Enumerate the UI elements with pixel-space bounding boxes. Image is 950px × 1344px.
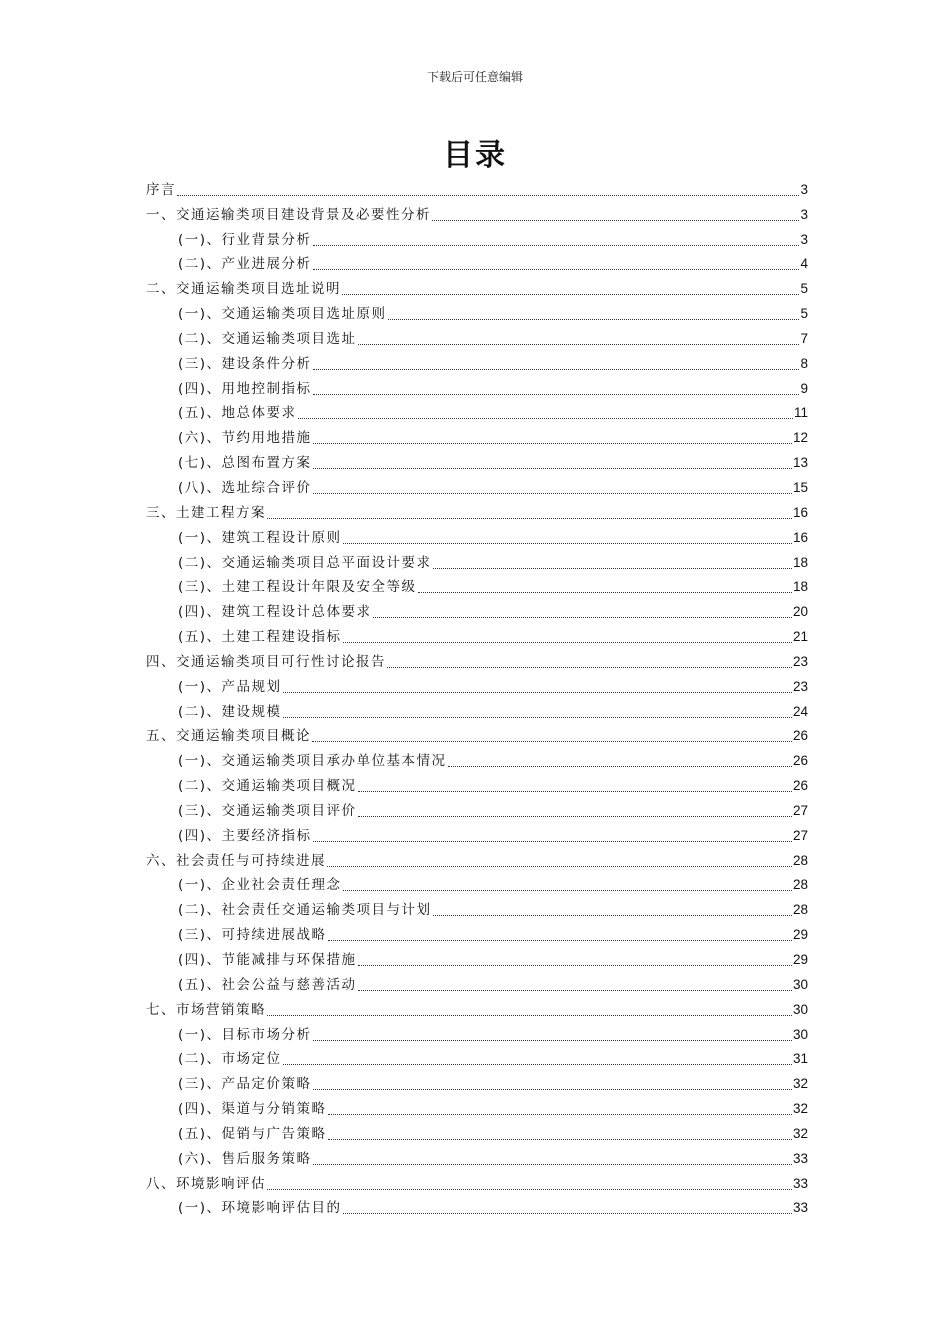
- toc-entry-label: (二)、市场定位: [178, 1051, 282, 1068]
- toc-entry[interactable]: [146, 249, 808, 274]
- toc-entry-label: (六)、节约用地措施: [178, 430, 312, 447]
- toc-entry-page-number: 18: [792, 554, 808, 570]
- toc-dot-leader: [267, 1014, 792, 1016]
- toc-entry-label: (七)、总图布置方案: [178, 455, 312, 472]
- toc-entry-page-number: 16: [792, 529, 808, 545]
- toc-entry-label: (六)、售后服务策略: [178, 1150, 312, 1167]
- toc-entry-label: (三)、产品定价策略: [178, 1076, 312, 1093]
- toc-entry-label: (四)、建筑工程设计总体要求: [178, 604, 372, 621]
- toc-entry[interactable]: [146, 745, 808, 770]
- toc-entry-label: 七、市场营销策略: [146, 1001, 266, 1018]
- toc-entry-page-number: 33: [792, 1175, 808, 1191]
- toc-entry[interactable]: [146, 820, 808, 845]
- toc-dot-leader: [358, 815, 792, 817]
- toc-entry[interactable]: [146, 894, 808, 919]
- toc-entry-page-number: 27: [792, 827, 808, 843]
- toc-dot-leader: [328, 939, 792, 941]
- toc-entry[interactable]: [146, 273, 808, 298]
- toc-dot-leader: [267, 1188, 792, 1190]
- toc-entry-page-number: 30: [792, 1001, 808, 1017]
- toc-entry-label: (二)、交通运输类项目概况: [178, 778, 357, 795]
- toc-dot-leader: [343, 641, 792, 643]
- toc-entry-label: (四)、用地控制指标: [178, 380, 312, 397]
- toc-entry-page-number: 28: [792, 877, 808, 893]
- toc-entry-label: (四)、主要经济指标: [178, 827, 312, 844]
- toc-entry-label: 六、社会责任与可持续进展: [146, 852, 326, 869]
- toc-entry-page-number: 8: [800, 355, 808, 371]
- toc-dot-leader: [313, 840, 792, 842]
- toc-dot-leader: [313, 442, 792, 444]
- toc-entry[interactable]: [146, 373, 808, 398]
- toc-entry-label: 五、交通运输类项目概论: [146, 728, 311, 745]
- toc-entry[interactable]: [146, 944, 808, 969]
- toc-entry[interactable]: [146, 596, 808, 621]
- toc-entry-label: (三)、土建工程设计年限及安全等级: [178, 579, 417, 596]
- toc-entry-page-number: 27: [792, 802, 808, 818]
- toc-dot-leader: [328, 1113, 792, 1115]
- toc-entry-label: (五)、土建工程建设指标: [178, 629, 342, 646]
- toc-dot-leader: [267, 517, 792, 519]
- toc-dot-leader: [358, 964, 792, 966]
- toc-entry-page-number: 23: [792, 678, 808, 694]
- toc-entry[interactable]: [146, 696, 808, 721]
- toc-entry-page-number: 33: [792, 1200, 808, 1216]
- toc-dot-leader: [327, 865, 792, 867]
- toc-entry-label: 四、交通运输类项目可行性讨论报告: [146, 653, 386, 670]
- toc-entry-label: (一)、环境影响评估目的: [178, 1200, 342, 1217]
- toc-entry-label: (二)、交通运输类项目总平面设计要求: [178, 554, 432, 571]
- toc-entry[interactable]: [146, 994, 808, 1019]
- toc-entry-page-number: 4: [800, 256, 808, 272]
- toc-entry-page-number: 28: [792, 852, 808, 868]
- toc-entry[interactable]: [146, 1118, 808, 1143]
- toc-entry-label: (五)、促销与广告策略: [178, 1125, 327, 1142]
- toc-entry[interactable]: [146, 447, 808, 472]
- toc-entry-page-number: 26: [792, 753, 808, 769]
- toc-entry-label: (一)、交通运输类项目选址原则: [178, 306, 387, 323]
- toc-entry-label: (五)、社会公益与慈善活动: [178, 976, 357, 993]
- toc-entry-label: (二)、交通运输类项目选址: [178, 330, 357, 347]
- toc-entry-page-number: 20: [792, 604, 808, 620]
- toc-entry-label: (五)、地总体要求: [178, 405, 297, 422]
- toc-dot-leader: [313, 1163, 792, 1165]
- toc-entry-page-number: 30: [792, 976, 808, 992]
- toc-entry[interactable]: [146, 522, 808, 547]
- toc-entry-label: (三)、可持续进展战略: [178, 927, 327, 944]
- toc-entry-page-number: 28: [792, 902, 808, 918]
- toc-entry-page-number: 7: [800, 330, 808, 346]
- toc-entry[interactable]: [146, 572, 808, 597]
- table-of-contents: [146, 174, 808, 1217]
- toc-dot-leader: [373, 616, 792, 618]
- toc-dot-leader: [387, 666, 792, 668]
- toc-entry-page-number: 16: [792, 504, 808, 520]
- toc-entry[interactable]: [146, 547, 808, 572]
- toc-entry[interactable]: [146, 224, 808, 249]
- toc-entry-page-number: 29: [792, 952, 808, 967]
- toc-entry-page-number: 21: [792, 629, 808, 645]
- toc-dot-leader: [313, 467, 792, 469]
- toc-entry-label: 序言: [146, 181, 176, 198]
- toc-entry-page-number: 33: [792, 1150, 808, 1166]
- toc-entry-page-number: 32: [792, 1076, 808, 1092]
- toc-dot-leader: [432, 219, 799, 221]
- toc-dot-leader: [283, 716, 792, 718]
- toc-entry[interactable]: [146, 795, 808, 820]
- toc-dot-leader: [433, 567, 792, 569]
- toc-entry-label: (三)、交通运输类项目评价: [178, 802, 357, 819]
- toc-entry[interactable]: [146, 646, 808, 671]
- toc-entry[interactable]: [146, 1168, 808, 1193]
- toc-dot-leader: [448, 765, 792, 767]
- toc-dot-leader: [342, 293, 799, 295]
- toc-entry-page-number: 9: [800, 380, 808, 396]
- toc-dot-leader: [343, 542, 792, 544]
- toc-title: 目录: [443, 138, 507, 173]
- toc-entry[interactable]: [146, 1068, 808, 1093]
- toc-dot-leader: [388, 318, 800, 320]
- toc-entry-page-number: 24: [792, 703, 808, 719]
- toc-dot-leader: [313, 268, 800, 270]
- toc-dot-leader: [313, 1039, 792, 1041]
- toc-dot-leader: [283, 1063, 792, 1065]
- toc-entry[interactable]: [146, 919, 808, 944]
- toc-entry[interactable]: [146, 323, 808, 348]
- toc-entry[interactable]: [146, 472, 808, 497]
- toc-entry-page-number: 5: [800, 306, 808, 322]
- toc-entry-page-number: 5: [800, 281, 808, 297]
- toc-entry-page-number: 26: [792, 728, 808, 744]
- toc-entry-label: (一)、产品规划: [178, 678, 282, 695]
- toc-entry-label: (一)、行业背景分析: [178, 231, 312, 248]
- toc-entry-label: (八)、选址综合评价: [178, 479, 312, 496]
- toc-dot-leader: [283, 691, 792, 693]
- toc-entry-label: (一)、企业社会责任理念: [178, 877, 342, 894]
- toc-entry-label: (一)、目标市场分析: [178, 1026, 312, 1043]
- toc-entry-page-number: 3: [800, 206, 808, 222]
- toc-entry[interactable]: [146, 845, 808, 870]
- toc-entry-label: 八、环境影响评估: [146, 1175, 266, 1192]
- toc-entry[interactable]: [146, 199, 808, 224]
- toc-dot-leader: [358, 790, 792, 792]
- toc-entry-label: (一)、建筑工程设计原则: [178, 529, 342, 546]
- toc-entry-label: (二)、建设规模: [178, 703, 282, 720]
- toc-dot-leader: [313, 244, 800, 246]
- toc-entry-page-number: 15: [792, 479, 808, 495]
- toc-entry-page-number: 23: [792, 653, 808, 669]
- toc-entry[interactable]: [146, 174, 808, 199]
- toc-entry-page-number: 11: [793, 405, 808, 421]
- toc-entry-label: 二、交通运输类项目选址说明: [146, 281, 341, 298]
- toc-entry[interactable]: [146, 870, 808, 895]
- toc-dot-leader: [313, 393, 800, 395]
- toc-dot-leader: [177, 194, 799, 196]
- toc-entry-label: (一)、交通运输类项目承办单位基本情况: [178, 753, 447, 770]
- toc-entry-label: (二)、产业进展分析: [178, 256, 312, 273]
- toc-entry-page-number: 32: [792, 1125, 808, 1141]
- toc-entry[interactable]: [146, 348, 808, 373]
- toc-dot-leader: [343, 1212, 792, 1214]
- toc-entry[interactable]: [146, 770, 808, 795]
- toc-dot-leader: [328, 1138, 792, 1140]
- toc-entry-page-number: 31: [792, 1051, 808, 1067]
- toc-entry[interactable]: [146, 671, 808, 696]
- toc-entry-label: 三、土建工程方案: [146, 504, 266, 521]
- toc-entry-page-number: 13: [792, 455, 808, 471]
- toc-dot-leader: [312, 740, 792, 742]
- toc-entry-page-number: 32: [792, 1101, 808, 1117]
- toc-entry[interactable]: [146, 1019, 808, 1044]
- toc-entry[interactable]: [146, 1143, 808, 1168]
- toc-entry-label: (二)、社会责任交通运输类项目与计划: [178, 902, 432, 919]
- toc-dot-leader: [313, 1088, 792, 1090]
- toc-dot-leader: [433, 914, 792, 916]
- toc-dot-leader: [358, 343, 800, 345]
- toc-entry-page-number: 30: [792, 1026, 808, 1042]
- toc-entry-page-number: 3: [800, 231, 808, 247]
- toc-entry-label: (四)、节能减排与环保措施: [178, 952, 357, 968]
- toc-entry-page-number: 3: [800, 181, 808, 197]
- toc-dot-leader: [418, 591, 792, 593]
- toc-entry[interactable]: [146, 1193, 808, 1218]
- toc-entry-label: (三)、建设条件分析: [178, 355, 312, 372]
- toc-dot-leader: [358, 989, 792, 991]
- toc-entry-label: 一、交通运输类项目建设背景及必要性分析: [146, 206, 431, 223]
- toc-entry-page-number: 26: [792, 778, 808, 794]
- toc-entry-page-number: 29: [792, 927, 808, 943]
- toc-dot-leader: [298, 417, 793, 419]
- toc-entry[interactable]: [146, 1093, 808, 1118]
- toc-entry[interactable]: [146, 298, 808, 323]
- header-note: 下载后可任意编辑: [426, 70, 523, 84]
- toc-dot-leader: [313, 368, 800, 370]
- toc-dot-leader: [313, 492, 792, 494]
- toc-entry[interactable]: [146, 497, 808, 522]
- toc-entry[interactable]: [146, 422, 808, 447]
- toc-entry[interactable]: [146, 621, 808, 646]
- toc-entry[interactable]: [146, 721, 808, 746]
- toc-entry-label: (四)、渠道与分销策略: [178, 1101, 327, 1118]
- toc-entry[interactable]: [146, 969, 808, 994]
- toc-entry-page-number: 18: [792, 579, 808, 595]
- toc-entry[interactable]: [146, 1044, 808, 1069]
- toc-dot-leader: [343, 889, 792, 891]
- toc-entry-page-number: 12: [792, 430, 808, 446]
- toc-entry[interactable]: [146, 398, 808, 423]
